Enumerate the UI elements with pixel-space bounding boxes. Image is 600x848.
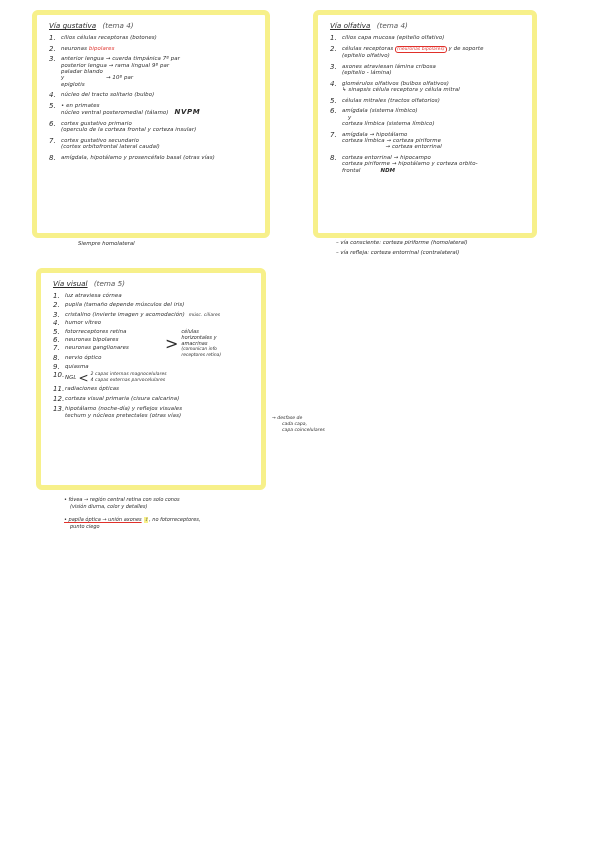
item-line: glomérulos olfativos (bulbos olfativos) xyxy=(342,80,449,87)
item-highlight-red: (neuronas bipolares) xyxy=(397,46,445,52)
item-text: corteza visual primaria (cisura calcarina) xyxy=(65,395,180,402)
olf-item-6 xyxy=(330,108,522,127)
vis-item-7 xyxy=(53,345,251,351)
gust-item-8 xyxy=(49,155,255,161)
visual-pathway-note xyxy=(36,268,266,490)
vis-item-3 xyxy=(53,312,251,319)
fovea-line: (visión diurna, color y detalles) xyxy=(70,504,148,510)
item-highlight-red: bipolares xyxy=(88,45,115,52)
visual-subtitle: (tema 5) xyxy=(93,279,125,288)
item-number: 6. xyxy=(53,336,60,345)
item-number: 6. xyxy=(330,107,337,116)
item-number: 10. xyxy=(53,370,65,379)
gust-item-3 xyxy=(49,56,255,88)
olf-item-5 xyxy=(330,98,522,104)
gustatory-title xyxy=(49,21,255,30)
side-note-line: → desfase de xyxy=(272,416,303,421)
brace-icon: > xyxy=(165,333,179,353)
item-text: núcleo del tracto solitario (bulbo) xyxy=(61,92,155,99)
neuron-sketch-icon: ⟟ xyxy=(145,517,148,523)
vis-item-9 xyxy=(53,364,251,370)
item-line: corteza límbica → corteza piriforme xyxy=(342,138,441,144)
olf-item-8 xyxy=(330,155,522,174)
item-line: amígdala → hipotálamo xyxy=(342,131,408,138)
item-text: nervio óptico xyxy=(65,354,102,361)
papila-note xyxy=(64,517,200,531)
gustatory-subtitle: (tema 4) xyxy=(102,21,134,30)
item-number: 7. xyxy=(49,137,56,145)
item-line: amígdala (sistema límbico) xyxy=(342,108,418,115)
side-note-line: cada capa, xyxy=(282,422,308,427)
item-text: radiaciones ópticas xyxy=(65,386,120,393)
vis-item-1 xyxy=(53,293,251,299)
fovea-note xyxy=(64,497,180,511)
item-line: cortex gustativo primario xyxy=(61,121,132,127)
item-line: axones atraviesan lámina cribosa xyxy=(342,63,436,70)
item-number: 7. xyxy=(53,344,60,353)
vis-item-5 xyxy=(53,329,251,335)
item-number: 3. xyxy=(330,62,337,71)
item-line: (epitelio - lámina) xyxy=(342,70,392,76)
item-small-note: músc. ciliares xyxy=(188,312,221,318)
olf-item-7 xyxy=(330,132,522,151)
item-number: 2. xyxy=(49,44,56,53)
item-line: frontal xyxy=(342,167,361,174)
item-line: (cortex orbitofrontal lateral caudal) xyxy=(61,144,160,151)
item-number: 8. xyxy=(53,353,60,362)
item-line: techum y núcleos pretectales (otras vías) xyxy=(65,412,182,419)
item-line: hipotálamo (noche-día) y reflejos visuales xyxy=(65,406,183,413)
item-number: 3. xyxy=(53,310,60,319)
item-line: epiglotis xyxy=(61,81,85,88)
item-text: cristalino (invierte imagen y acomodación) xyxy=(65,311,185,318)
item-text: amígdala, hipotálamo y prosencéfalo basal (otras vías) xyxy=(61,155,215,161)
gust-item-2 xyxy=(49,46,255,52)
item-line: y xyxy=(348,114,352,121)
item-text: neuronas xyxy=(61,45,87,52)
item-number: 12. xyxy=(53,394,65,403)
vis-item-2 xyxy=(53,302,251,308)
vis-item-8 xyxy=(53,352,251,362)
item-number: 11. xyxy=(53,385,65,394)
papila-line: • papila óptica → unión axones xyxy=(64,517,142,523)
item-line: ↳ sinapsis célula receptora y célula mitral xyxy=(342,87,460,93)
item-line: anterior lengua → cuerda timpánica 7º par xyxy=(61,56,180,63)
item-line: paladar blando xyxy=(61,69,103,75)
item-text: pupila (tamaño depende músculos del iris) xyxy=(65,302,185,309)
retina-note-line: (comunican info xyxy=(181,346,217,352)
vis-item-4 xyxy=(53,320,251,326)
item-number: 3. xyxy=(49,55,56,64)
item-line: núcleo ventral posteromedial (tálamo) xyxy=(61,110,169,117)
item-number: 5. xyxy=(330,96,337,105)
fovea-line: • fóvea → región central retina con solo conos xyxy=(64,497,180,503)
vis-item-10 xyxy=(53,372,251,385)
item-text: células mitrales (tractos olfatorios) xyxy=(342,97,440,104)
item-number: 5. xyxy=(53,327,60,336)
gustatory-footer: Siempre homolateral xyxy=(78,241,135,247)
vis-item-12 xyxy=(53,396,251,402)
item-line: (operculo de la corteza frontal y corteza insular) xyxy=(61,127,197,134)
item-number: 2. xyxy=(330,44,337,53)
item-line: (epitelio olfativo) xyxy=(342,53,390,59)
olfactory-subtitle: (tema 4) xyxy=(376,21,408,30)
item-number: 9. xyxy=(53,363,60,372)
item-line: cortex gustativo secundario xyxy=(61,138,140,144)
item-number: 2. xyxy=(53,301,60,310)
item-number: 8. xyxy=(49,154,56,162)
brace-icon: < xyxy=(78,371,89,386)
olfactory-pathway-note xyxy=(313,10,537,238)
ndm-tag: NDM xyxy=(380,167,396,174)
item-text: cilios capa mucosa (epitelio olfativo) xyxy=(342,35,445,41)
item-number: 1. xyxy=(330,34,337,42)
item-number: 4. xyxy=(330,79,337,88)
item-number: 4. xyxy=(53,319,60,328)
retina-side-note xyxy=(165,329,221,359)
item-line: corteza piriforme → hipotálamo y corteza orbito- xyxy=(342,161,478,168)
gust-item-7 xyxy=(49,138,255,151)
visual-title xyxy=(53,279,251,288)
item-line: • en primates xyxy=(61,103,100,109)
retina-note-line: amacrinas xyxy=(181,340,208,347)
item-text: quiasma xyxy=(65,364,89,371)
olf-item-1 xyxy=(330,35,522,41)
retina-note-line: células xyxy=(181,328,199,335)
olfactory-note-reflex: – vía refleja: corteza entorrinal (contralateral) xyxy=(336,250,460,256)
item-number: 7. xyxy=(330,130,337,139)
ngl-side-note xyxy=(272,416,325,434)
gust-item-4 xyxy=(49,92,255,98)
item-number: 8. xyxy=(330,154,337,162)
olf-item-2 xyxy=(330,46,522,60)
olf-item-4 xyxy=(330,81,522,94)
item-text: fotorreceptores retina xyxy=(65,328,127,335)
olfactory-title-text: Vía olfativa xyxy=(330,21,371,30)
item-line: posterior lengua → rama lingual 9º par xyxy=(61,62,170,69)
item-line: y → 10º par xyxy=(61,75,134,82)
item-number: 1. xyxy=(49,34,56,42)
gustatory-pathway-note xyxy=(32,10,270,238)
vis-item-13 xyxy=(53,406,251,419)
ngl-branch: 2 capas internas magnocelulares xyxy=(90,371,167,377)
item-text: luz atraviesa córnea xyxy=(65,293,122,299)
olf-item-3 xyxy=(330,64,522,77)
side-note-line: capa coincelulares xyxy=(282,428,325,433)
item-text: y de soporte xyxy=(448,45,484,52)
item-number: 13. xyxy=(53,405,65,414)
item-line: corteza límbica (sistema límbico) xyxy=(342,121,435,127)
item-text: NGL xyxy=(65,374,77,381)
gustatory-title-text: Vía gustativa xyxy=(49,21,97,30)
item-number: 6. xyxy=(49,120,56,128)
papila-line: punto ciego xyxy=(70,524,100,530)
item-line: → corteza entorrinal xyxy=(342,144,442,151)
papila-line: , no fotorreceptores, xyxy=(149,517,201,523)
item-text: humor vítreo xyxy=(65,320,102,327)
nvpm-tag: NVPM xyxy=(174,108,201,117)
item-line: corteza entorrinal → hipocampo xyxy=(342,155,431,161)
olfactory-title xyxy=(330,21,522,30)
gust-item-6 xyxy=(49,121,255,134)
gust-item-1 xyxy=(49,35,255,41)
item-text: neuronas ganglionares xyxy=(65,345,129,352)
retina-note-line: receptores retina) xyxy=(181,352,222,358)
olfactory-note-conscious: – vía consciente: corteza piriforme (homolateral) xyxy=(336,240,468,246)
item-number: 5. xyxy=(49,102,56,110)
gust-item-5 xyxy=(49,103,255,117)
item-number: 4. xyxy=(49,91,56,100)
visual-title-text: Vía visual xyxy=(53,279,88,288)
vis-item-11 xyxy=(53,386,251,392)
retina-note-line: horizontales y xyxy=(181,334,217,341)
item-text: cilios células receptoras (botones) xyxy=(61,35,157,41)
ngl-branch: 4 capas externas parvocelulares xyxy=(90,378,166,384)
item-number: 1. xyxy=(53,292,60,300)
item-text: células receptoras xyxy=(342,45,394,52)
item-text: neuronas bipolares xyxy=(65,337,119,344)
